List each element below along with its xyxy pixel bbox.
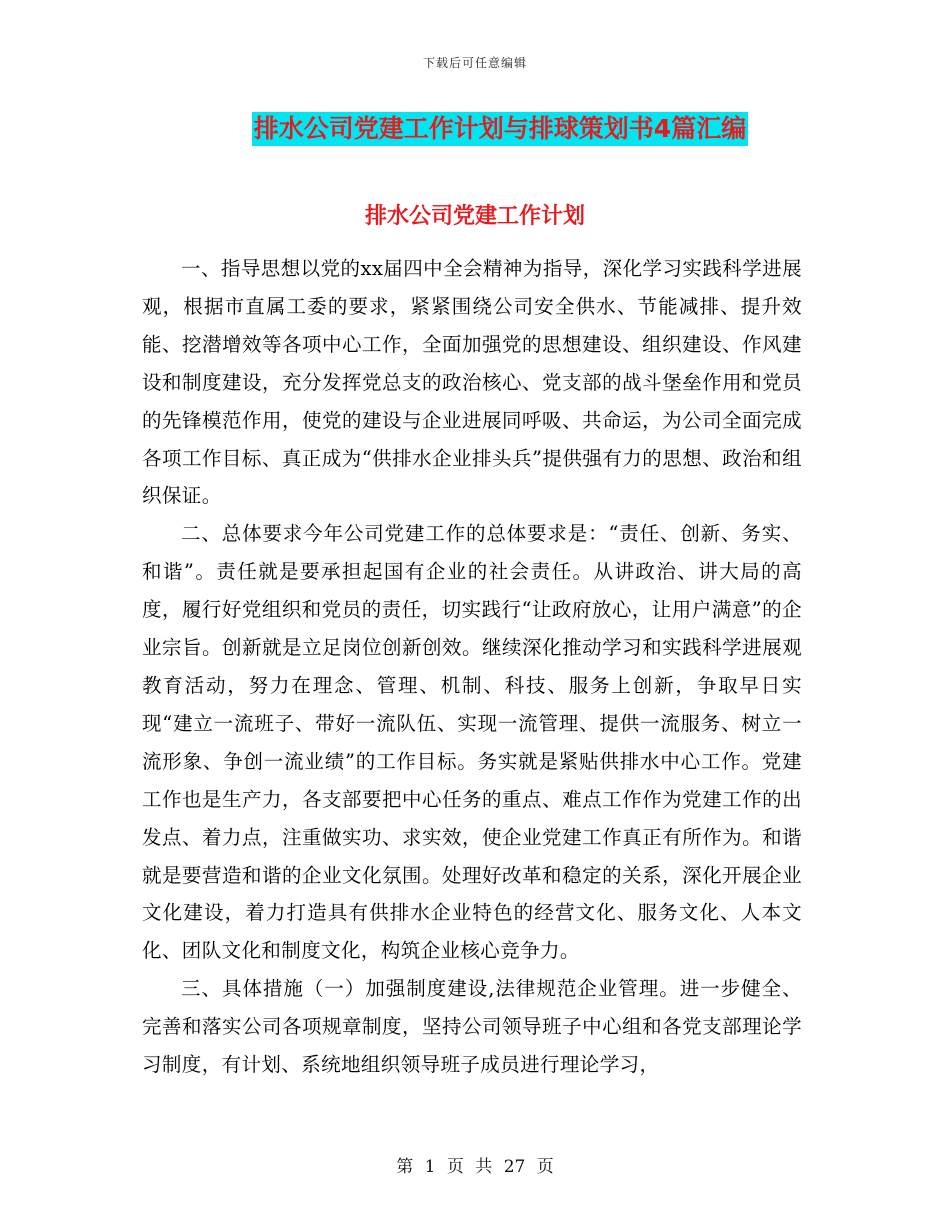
paragraph-specific-measures: 三、具体措施（一）加强制度建设,法律规范企业管理。进一步健全、完善和落实公司各项规章制度，坚持公司领导班子中心组和各党支部理论学习制度，有计划、系统地组织领导班子成员进行理论学习， xyxy=(142,977,802,1077)
page-header-note: 下载后可任意编辑 xyxy=(422,56,527,70)
paragraph-overall-requirements: 二、总体要求今年公司党建工作的总体要求是：“责任、创新、务实、和谐”。责任就是要承担起国有企业的社会责任。从讲政治、讲大局的高度，履行好党组织和党员的责任，切实践行“让政府放心，让用户满意”的企业宗旨。创新就是立足岗位创新创效。继续深化推动学习和实践科学进展观教育活动，努力在理念、管理、机制、科技、服务上创新，争取早日实现“建立一流班子、带好一流队伍、实现一流管理、提供一流服务、树立一流形象、争创一流业绩”的工作目标。务实就是紧贴供排水中心工作。党建工作也是生产力，各支部要把中心任务的重点、难点工作作为党建工作的出发点、着力点，注重做实功、求实效，使企业党建工作真正有所作为。和谐就是要营造和谐的企业文化氛围。处理好改革和稳定的关系，深化开展企业文化建设，着力打造具有供排水企业特色的经营文化、服务文化、人本文化、团队文化和制度文化，构筑企业核心竞争力。 xyxy=(142,522,802,963)
section-title: 排水公司党建工作计划 xyxy=(364,204,585,229)
document-body xyxy=(142,250,802,1084)
page-number-footer: 第 1 页 共 27 页 xyxy=(396,1157,554,1177)
document-main-title: 排水公司党建工作计划与排球策划书4篇汇编 xyxy=(252,112,748,146)
main-title-container xyxy=(0,112,950,146)
paragraph-guiding-ideology: 一、指导思想以党的xx届四中全会精神为指导，深化学习实践科学进展观，根据市直属工委的要求，紧紧围绕公司安全供水、节能减排、提升效能、挖潜增效等各项中心工作，全面加强党的思想建设、组织建设、作风建设和制度建设，充分发挥党总支的政治核心、党支部的战斗堡垒作用和党员的先锋模范作用，使党的建设与企业进展同呼吸、共命运，为公司全面完成各项工作目标、真正成为“供排水企业排头兵”提供强有力的思想、政治和组织保证。 xyxy=(142,257,802,508)
